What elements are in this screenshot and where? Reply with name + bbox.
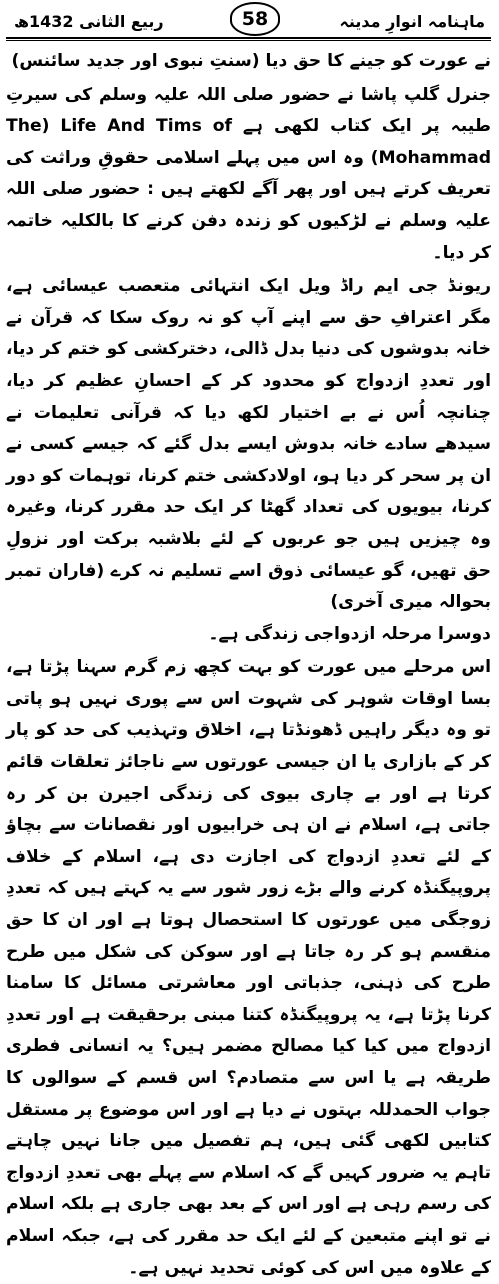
page-header <box>6 0 491 40</box>
header-rule <box>6 37 491 39</box>
header-rule-thin <box>6 40 491 41</box>
article-body <box>6 40 491 1284</box>
issue-date: ربیع الثانی 1432ھ <box>14 12 164 31</box>
paragraph-4: دوسرا مرحلہ ازدواجی زندگی ہے۔ <box>208 623 491 644</box>
paragraph-3: ریونڈ جی ایم راڈ ویل ایک انتہائی متعصب عیسائی ہے، مگر اعترافِ حق سے اپنے آپ کو نہ روک سکا کہ قرآن نے خانہ بدوشوں کی دنیا بدل ڈالی، دخترکشی کو ختم کر دیا، اور تعددِ ازدواج کو محدود کر کے احسانِ عظیم کر دیا، چنانچہ اُس نے بے اختیار لکھ دیا کہ قرآنی تعلیمات نے سیدھے سادے خانہ بدوش ایسے بدل گئے کہ جیسے کسی نے ان پر سحر کر دیا ہو، اولادکشی ختم کرنا، توہمات کو دور کرنا، بیویوں کی تعداد گھٹا کر ایک حد مقرر کرنا، وغیرہ وہ چیزیں ہیں جو عربوں کے لئے بلاشبہ برکت اور نزولِ حق تھیں، گو عیسائی ذوق اسے تسلیم نہ کرے (فاران تمبر بحوالہ میری آخری) <box>6 276 491 613</box>
magazine-title: ماہنامہ انوارِ مدینہ <box>339 12 485 31</box>
paragraph-5: اس مرحلے میں عورت کو بہت کچھ زم گرم سہنا پڑتا ہے، بسا اوقات شوہر کی شہوت اس سے پوری نہیں ہو پاتی تو وہ دیگر راہیں ڈھونڈتا ہے، اخلاق وتہذیب کی حد کو پار کر کے بازاری یا ان جیسی عورتوں سے ناجائز تعلقات قائم کرتا ہے اور بے چاری بیوی کی زندگی اجیرن بن کر رہ جاتی ہے، اسلام نے ان ہی خرابیوں اور نقصانات سے بچاؤ کے لئے تعددِ ازدواج کی اجازت دی ہے، اسلام کے خلاف پروپیگنڈہ کرنے والے بڑے زور شور سے یہ کہتے ہیں کہ تعددِ زوجگی میں عورتوں کا استحصال ہوتا ہے اور ان کا حق منقسم ہو کر رہ جاتا ہے اور سوکن کی شکل میں طرح طرح کی ذہنی، جذباتی اور معاشرتی مسائل کا سامنا کرنا پڑتا ہے، یہ پروپیگنڈہ کتنا مبنی برحقیقت ہے اور تعددِ ازدواج میں کیا کیا مصالح مضمر ہیں؟ یہ انسانی فطری طریقہ ہے یا اس سے متصادم؟ اس قسم کے سوالوں کا جواب الحمدللہ بہتوں نے دیا ہے اور اس موضوع پر مستقل کتابیں لکھی گئی ہیں، ہم تفصیل میں جانا نہیں چاہتے تاہم یہ ضرور کہیں گے کہ اسلام سے پہلے بھی تعددِ ازدواج کی رسم رہی ہے اور اس کے بعد بھی جاری ہے بلکہ اسلام نے تو اپنے متبعین کے لئے ایک حد مقرر کی ہے، جبکہ اسلام کے علاوہ میں اس کی کوئی تحدید نہیں ہے۔ <box>6 657 491 1278</box>
paragraph-1: نے عورت کو جینے کا حق دیا (سنتِ نبوی اور جدید سائنس) <box>11 51 491 71</box>
paragraph-2: جنرل گلپ پاشا نے حضور صلی اللہ علیہ وسلم کی سیرتِ طیبہ پر ایک کتاب لکھی ہے The) Life And Tims of Mohammad) وہ اس میں پہلے اسلامی حقوقِ وراثت کی تعریف کرتے ہیں اور پھر آگے لکھتے ہیں : حضور صلی اللہ علیہ وسلم نے لڑکیوں کو زندہ دفن کرنے کا بالکلیہ خاتمہ کر دیا۔ <box>6 84 491 263</box>
page-number: 58 <box>230 2 280 36</box>
